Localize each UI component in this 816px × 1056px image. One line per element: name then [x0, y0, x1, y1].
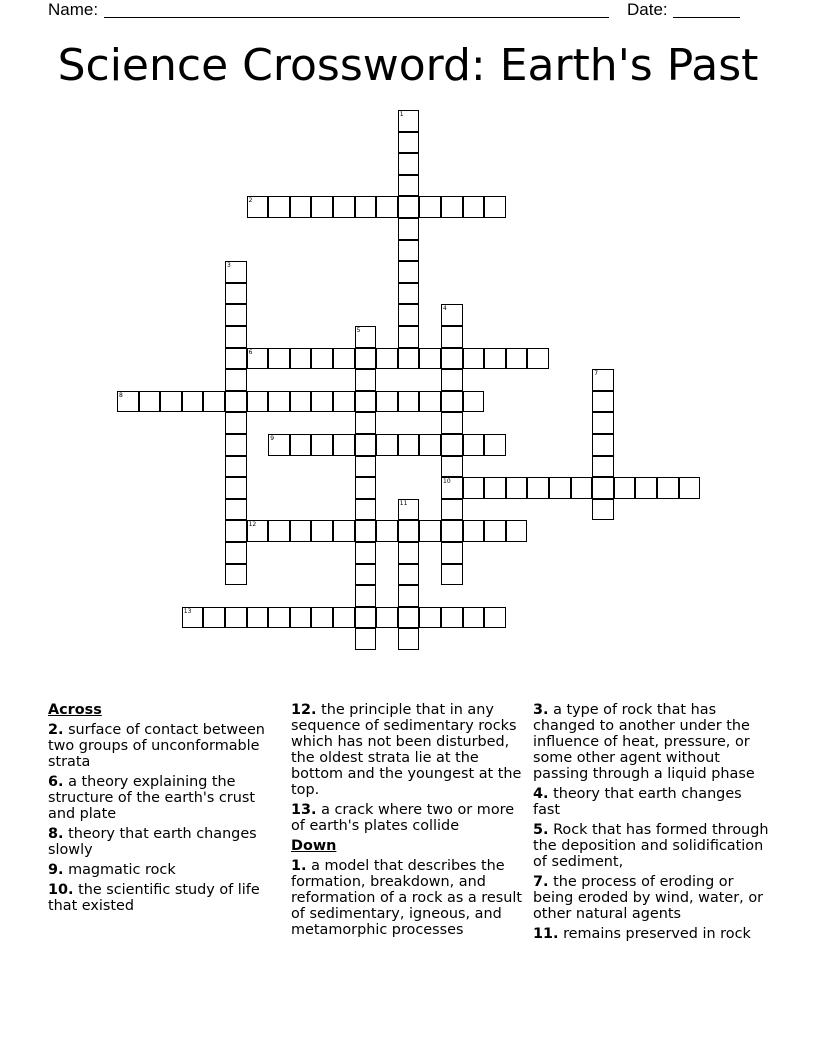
grid-cell[interactable] [290, 434, 312, 456]
name-label: Name: [48, 0, 99, 19]
clue-number-label: 11 [399, 499, 408, 507]
grid-cell[interactable] [247, 520, 269, 542]
grid-cell[interactable] [419, 520, 441, 542]
grid-cell[interactable] [355, 585, 377, 607]
grid-cell[interactable] [333, 520, 355, 542]
grid-cell[interactable] [117, 391, 139, 413]
grid-cell[interactable] [225, 607, 247, 629]
grid-cell[interactable] [225, 391, 247, 413]
grid-cell[interactable] [398, 153, 420, 175]
clue-text: the scientific study of life that existed [48, 882, 260, 914]
grid-cell[interactable] [419, 434, 441, 456]
grid-cell[interactable] [398, 607, 420, 629]
grid-cell[interactable] [549, 477, 571, 499]
grid-cell[interactable] [225, 499, 247, 521]
clue-number: 12. [291, 702, 317, 718]
grid-cell[interactable] [506, 348, 528, 370]
grid-cell[interactable] [398, 110, 420, 132]
grid-cell[interactable] [225, 304, 247, 326]
grid-cell[interactable] [463, 520, 485, 542]
grid-cell[interactable] [398, 564, 420, 586]
grid-cell[interactable] [441, 477, 463, 499]
grid-cell[interactable] [484, 607, 506, 629]
grid-cell[interactable] [225, 456, 247, 478]
clue-down-1 [291, 858, 527, 938]
date-label: Date: [627, 0, 668, 19]
clue-across-2 [48, 722, 280, 770]
grid-cell[interactable] [419, 607, 441, 629]
clue-number-label: 1 [399, 111, 404, 118]
grid-cell[interactable] [355, 477, 377, 499]
grid-cell[interactable] [225, 412, 247, 434]
grid-cell[interactable] [441, 564, 463, 586]
grid-cell[interactable] [484, 520, 506, 542]
clue-number-label: 3 [227, 262, 231, 270]
grid-cell[interactable] [398, 218, 420, 240]
grid-cell[interactable] [247, 391, 269, 413]
grid-cell[interactable] [290, 348, 312, 370]
clue-number-label: 2 [248, 197, 253, 205]
clue-across-6 [48, 774, 280, 822]
grid-cell[interactable] [376, 434, 398, 456]
grid-cell[interactable] [355, 412, 377, 434]
grid-cell[interactable] [355, 456, 377, 478]
clue-text: a theory explaining the structure of the earth's crust and plate [48, 774, 255, 822]
clue-text: theory that earth changes slowly [48, 826, 257, 858]
grid-cell[interactable] [268, 196, 290, 218]
grid-cell[interactable] [268, 520, 290, 542]
grid-cell[interactable] [225, 477, 247, 499]
grid-cell[interactable] [592, 412, 614, 434]
grid-cell[interactable] [398, 585, 420, 607]
clue-down-11 [533, 926, 773, 942]
clue-text: the principle that in any sequence of sedimentary rocks which has not been disturbed, the oldest strata lie at the bottom and the youngest at the top. [291, 702, 522, 798]
grid-cell[interactable] [463, 196, 485, 218]
grid-cell[interactable] [527, 477, 549, 499]
clue-number: 13. [291, 802, 317, 818]
clue-text: surface of contact between two groups of unconformable strata [48, 722, 265, 770]
page-title: Science Crossword: Earth's Past [57, 40, 759, 91]
grid-cell[interactable] [441, 304, 463, 326]
clue-text: a type of rock that has changed to another under the influence of heat, pressure, or some other agent without passing through a liquid phase [533, 702, 755, 782]
clue-text: magmatic rock [68, 862, 176, 878]
clue-number-label: 12 [248, 521, 257, 529]
grid-cell[interactable] [355, 196, 377, 218]
clue-number: 5. [533, 822, 549, 838]
grid-cell[interactable] [139, 391, 161, 413]
grid-cell[interactable] [398, 391, 420, 413]
grid-cell[interactable] [614, 477, 636, 499]
clue-number: 10. [48, 882, 74, 898]
grid-cell[interactable] [355, 369, 377, 391]
header [0, 0, 816, 22]
clue-number-label: 4 [443, 305, 447, 313]
grid-cell[interactable] [247, 196, 269, 218]
grid-cell[interactable] [376, 348, 398, 370]
grid-cell[interactable] [311, 520, 333, 542]
grid-cell[interactable] [290, 520, 312, 542]
grid-cell[interactable] [463, 477, 485, 499]
clue-across-9 [48, 862, 280, 878]
grid-cell[interactable] [441, 348, 463, 370]
grid-cell[interactable] [506, 520, 528, 542]
grid-cell[interactable] [182, 607, 204, 629]
grid-cell[interactable] [376, 520, 398, 542]
grid-cell[interactable] [290, 391, 312, 413]
grid-cell[interactable] [203, 391, 225, 413]
clue-number-label: 9 [270, 435, 275, 442]
grid-cell[interactable] [441, 434, 463, 456]
grid-cell[interactable] [571, 477, 593, 499]
grid-cell[interactable] [355, 542, 377, 564]
grid-cell[interactable] [290, 607, 312, 629]
grid-cell[interactable] [527, 348, 549, 370]
grid-cell[interactable] [311, 607, 333, 629]
clue-number: 9. [48, 862, 64, 878]
grid-cell[interactable] [441, 196, 463, 218]
grid-cell[interactable] [441, 326, 463, 348]
grid-cell[interactable] [398, 628, 420, 650]
grid-cell[interactable] [160, 391, 182, 413]
grid-cell[interactable] [398, 542, 420, 564]
grid-cell[interactable] [506, 477, 528, 499]
grid-cell[interactable] [484, 348, 506, 370]
grid-cell[interactable] [247, 607, 269, 629]
grid-cell[interactable] [592, 391, 614, 413]
grid-cell[interactable] [225, 261, 247, 283]
grid-cell[interactable] [419, 196, 441, 218]
grid-cell[interactable] [311, 391, 333, 413]
grid-cell[interactable] [225, 520, 247, 542]
grid-cell[interactable] [225, 326, 247, 348]
grid-cell[interactable] [355, 628, 377, 650]
clue-text: the process of eroding or being eroded by wind, water, or other natural agents [533, 874, 764, 922]
clue-text: remains preserved in rock [563, 926, 751, 942]
grid-cell[interactable] [398, 283, 420, 305]
grid-cell[interactable] [398, 326, 420, 348]
grid-cell[interactable] [592, 434, 614, 456]
grid-cell[interactable] [463, 607, 485, 629]
grid-cell[interactable] [592, 499, 614, 521]
grid-cell[interactable] [268, 348, 290, 370]
clue-column-2 [291, 702, 527, 942]
grid-cell[interactable] [333, 607, 355, 629]
grid-cell[interactable] [225, 564, 247, 586]
grid-cell[interactable] [592, 477, 614, 499]
clue-number-label: 6 [248, 348, 253, 356]
grid-cell[interactable] [355, 520, 377, 542]
grid-cell[interactable] [203, 607, 225, 629]
down-heading: Down [291, 838, 337, 854]
grid-cell[interactable] [311, 348, 333, 370]
clue-down-4 [533, 786, 773, 818]
name-field[interactable] [104, 17, 609, 18]
grid-cell[interactable] [592, 456, 614, 478]
clue-number: 1. [291, 858, 307, 874]
grid-cell[interactable] [484, 196, 506, 218]
grid-cell[interactable] [484, 434, 506, 456]
grid-cell[interactable] [398, 196, 420, 218]
grid-cell[interactable] [398, 520, 420, 542]
grid-cell[interactable] [398, 175, 420, 197]
clue-across-10 [48, 882, 280, 914]
clue-text: a crack where two or more of earth's plates collide [291, 802, 515, 834]
grid-cell[interactable] [441, 391, 463, 413]
clue-number-label: 5 [356, 327, 361, 334]
clue-number-label: 7 [594, 370, 599, 378]
clue-across-8 [48, 826, 280, 858]
grid-cell[interactable] [225, 369, 247, 391]
clue-number: 4. [533, 786, 549, 802]
date-field[interactable] [673, 17, 740, 18]
clue-down-5 [533, 822, 773, 870]
clue-text: a model that describes the formation, breakdown, and reformation of a rock as a result of sedimentary, igneous, and metamorphic processes [291, 858, 523, 938]
grid-cell[interactable] [290, 196, 312, 218]
grid-cell[interactable] [376, 196, 398, 218]
grid-cell[interactable] [376, 391, 398, 413]
grid-cell[interactable] [225, 434, 247, 456]
grid-cell[interactable] [419, 391, 441, 413]
grid-cell[interactable] [463, 348, 485, 370]
grid-cell[interactable] [592, 369, 614, 391]
grid-cell[interactable] [355, 607, 377, 629]
grid-cell[interactable] [398, 261, 420, 283]
clue-down-3 [533, 702, 773, 782]
grid-cell[interactable] [484, 477, 506, 499]
grid-cell[interactable] [182, 391, 204, 413]
grid-cell[interactable] [333, 391, 355, 413]
grid-cell[interactable] [441, 369, 463, 391]
grid-cell[interactable] [441, 607, 463, 629]
grid-cell[interactable] [268, 607, 290, 629]
clue-column-3 [533, 702, 773, 946]
grid-cell[interactable] [268, 434, 290, 456]
grid-cell[interactable] [311, 196, 333, 218]
grid-cell[interactable] [268, 391, 290, 413]
grid-cell[interactable] [419, 348, 441, 370]
clue-text: Rock that has formed through the deposition and solidification of sediment, [533, 822, 769, 870]
grid-cell[interactable] [398, 434, 420, 456]
grid-cell[interactable] [463, 434, 485, 456]
grid-cell[interactable] [311, 434, 333, 456]
grid-cell[interactable] [355, 391, 377, 413]
clue-number: 11. [533, 926, 559, 942]
clue-number: 6. [48, 774, 64, 790]
clue-number-label: 10 [443, 478, 451, 486]
grid-cell[interactable] [635, 477, 657, 499]
grid-cell[interactable] [398, 348, 420, 370]
grid-cell[interactable] [398, 499, 420, 521]
clue-column-1 [48, 702, 280, 918]
clue-number: 8. [48, 826, 64, 842]
clue-number: 3. [533, 702, 549, 718]
grid-cell[interactable] [441, 412, 463, 434]
grid-cell[interactable] [225, 542, 247, 564]
clue-across-13 [291, 802, 527, 834]
grid-cell[interactable] [333, 196, 355, 218]
grid-cell[interactable] [225, 283, 247, 305]
grid-cell[interactable] [441, 542, 463, 564]
grid-cell[interactable] [398, 304, 420, 326]
clue-across-12 [291, 702, 527, 798]
grid-cell[interactable] [398, 132, 420, 154]
clue-text: theory that earth changes fast [533, 786, 742, 818]
grid-cell[interactable] [225, 348, 247, 370]
clue-number-label: 8 [119, 391, 123, 399]
grid-cell[interactable] [333, 348, 355, 370]
grid-cell[interactable] [376, 607, 398, 629]
grid-cell[interactable] [441, 520, 463, 542]
grid-cell[interactable] [441, 456, 463, 478]
grid-cell[interactable] [355, 326, 377, 348]
grid-cell[interactable] [679, 477, 701, 499]
grid-cell[interactable] [355, 348, 377, 370]
grid-cell[interactable] [333, 434, 355, 456]
clue-down-7 [533, 874, 773, 922]
grid-cell[interactable] [657, 477, 679, 499]
clue-number: 7. [533, 874, 549, 890]
clue-number-label: 13 [183, 607, 192, 615]
grid-cell[interactable] [355, 499, 377, 521]
grid-cell[interactable] [355, 564, 377, 586]
grid-cell[interactable] [441, 499, 463, 521]
grid-cell[interactable] [247, 348, 269, 370]
grid-cell[interactable] [355, 434, 377, 456]
clue-number: 2. [48, 722, 64, 738]
across-heading: Across [48, 702, 102, 718]
grid-cell[interactable] [398, 240, 420, 262]
grid-cell[interactable] [463, 391, 485, 413]
